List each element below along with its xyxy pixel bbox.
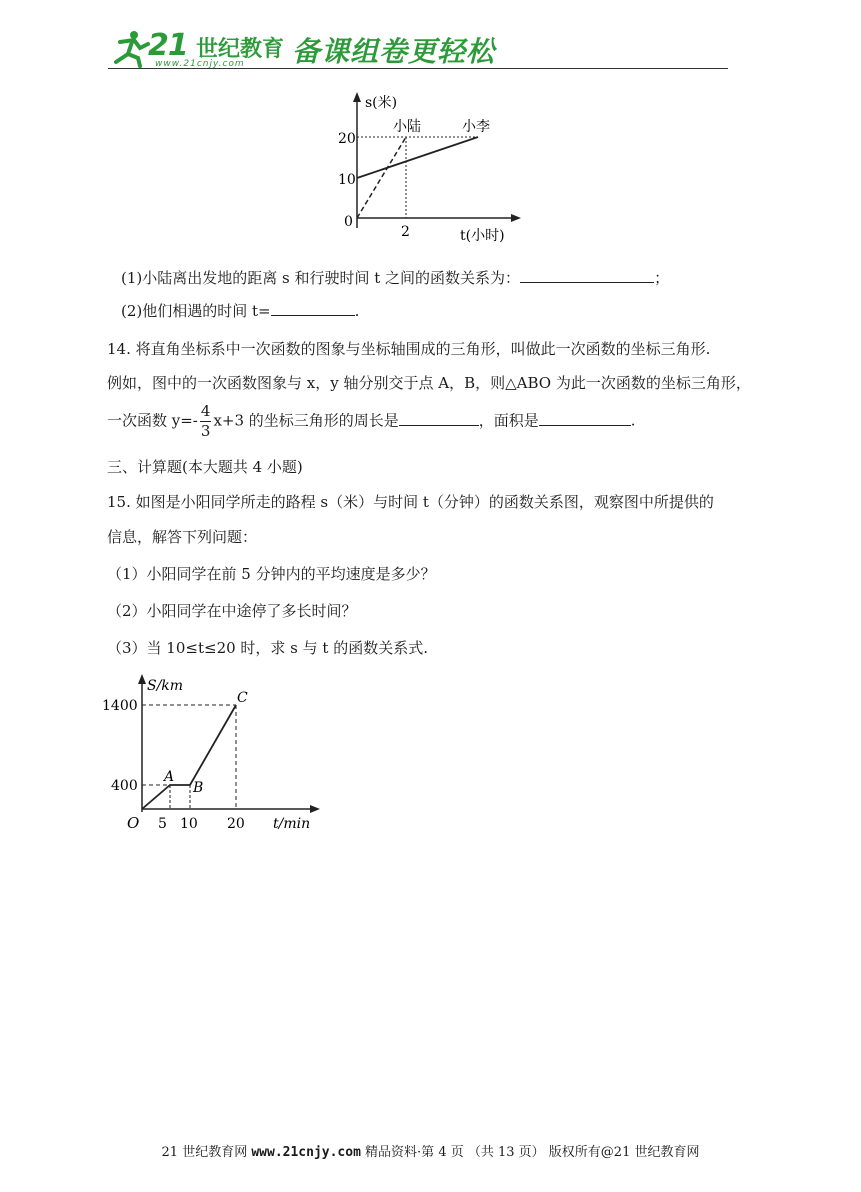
- x-axis-arrow-icon: [511, 214, 521, 222]
- runner-logo-icon: [110, 28, 150, 68]
- point-c-label: C: [237, 690, 248, 706]
- q13-part2-blank: [271, 315, 355, 316]
- series-li: [357, 137, 478, 178]
- q13-part2-text: (2)他们相遇的时间 t=: [121, 302, 271, 320]
- q14-line3-pre: 一次函数 y=-: [107, 411, 198, 430]
- q15-sub1: （1）小阳同学在前 5 分钟内的平均速度是多少？: [107, 565, 436, 583]
- figure-lu-li: [330, 88, 530, 248]
- origin-label: 0: [344, 214, 353, 230]
- footer-page-info: 精品资料·第 4 页 （共 13 页） 版权所有@21 世纪教育网: [360, 1145, 700, 1160]
- label-lu: 小陆: [393, 119, 421, 135]
- series-xiaoyang: [142, 705, 236, 809]
- q13-part1-end: ；: [654, 269, 670, 287]
- q14-line3-mid2: ，面积是: [478, 411, 539, 430]
- x-tick-5: 5: [158, 816, 167, 832]
- y-axis-arrow-icon: [353, 92, 361, 102]
- q14-line1: 14. 将直角坐标系中一次函数的图象与坐标轴围成的三角形，叫做此一次函数的坐标三角形.: [107, 340, 711, 358]
- q13-part1: [121, 267, 669, 288]
- figure-xiaoyang: [100, 670, 330, 835]
- q13-part1-blank: [520, 282, 654, 283]
- q14-perimeter-blank: [399, 425, 479, 426]
- y-tick-1400: 1400: [102, 698, 138, 714]
- brand-url: www.21cnjy.com: [155, 59, 245, 69]
- x-tick-2: 2: [401, 224, 410, 240]
- q15-sub2: （2）小阳同学在中途停了多长时间？: [107, 602, 357, 620]
- x-axis-arrow-icon: [310, 805, 320, 813]
- y-axis-label: s(米): [365, 95, 398, 111]
- q14-line3: [107, 404, 636, 439]
- q13-part2: [121, 300, 359, 321]
- q13-part2-end: .: [354, 302, 360, 320]
- page-footer: [0, 1141, 861, 1160]
- y-tick-10: 10: [338, 172, 356, 188]
- point-a-label: A: [164, 769, 175, 785]
- brand-name: 世纪教育: [196, 37, 285, 62]
- brand-number: 21: [148, 28, 188, 63]
- footer-url: www.21cnjy.com: [251, 1145, 361, 1160]
- q14-area-blank: [539, 425, 631, 426]
- x-axis-label: t(小时): [460, 228, 505, 244]
- label-li: 小李: [462, 119, 490, 135]
- x-tick-10: 10: [180, 816, 198, 832]
- header-rule: [108, 68, 728, 69]
- x-axis-label: t/min: [273, 816, 311, 832]
- header-slogan: 备课组卷更轻松: [292, 35, 496, 68]
- q14-line2: 例如，图中的一次函数图象与 x，y 轴分别交于点 A，B，则△ABO 为此一次函数的坐标三角形，: [107, 374, 751, 392]
- point-b-label: B: [193, 780, 204, 796]
- y-axis-label: S/km: [147, 678, 184, 694]
- q14-line3-mid: x+3 的坐标三角形的周长是: [213, 411, 399, 430]
- q13-part1-text: (1)小陆离出发地的距离 s 和行驶时间 t 之间的函数关系为：: [121, 269, 521, 287]
- footer-site: 21 世纪教育网: [161, 1145, 252, 1160]
- section-3-title: 三、计算题(本大题共 4 小题): [107, 458, 303, 476]
- fraction-denominator: 3: [200, 422, 211, 440]
- q14-line3-end: .: [630, 411, 636, 430]
- origin-label: O: [127, 814, 140, 832]
- y-axis-arrow-icon: [138, 674, 146, 684]
- q15-sub3: （3）当 10≤t≤20 时，求 s 与 t 的函数关系式.: [107, 639, 428, 657]
- x-tick-20: 20: [227, 816, 245, 832]
- fraction: [200, 404, 212, 439]
- series-lu: [357, 137, 406, 218]
- y-tick-20: 20: [338, 131, 356, 147]
- q15-line2: 信息，解答下列问题：: [107, 528, 258, 546]
- fraction-numerator: 4: [200, 402, 211, 420]
- y-tick-400: 400: [111, 778, 138, 794]
- q15-line1: 15. 如图是小阳同学所走的路程 s（米）与时间 t（分钟）的函数关系图，观察图中所提供的: [107, 493, 714, 511]
